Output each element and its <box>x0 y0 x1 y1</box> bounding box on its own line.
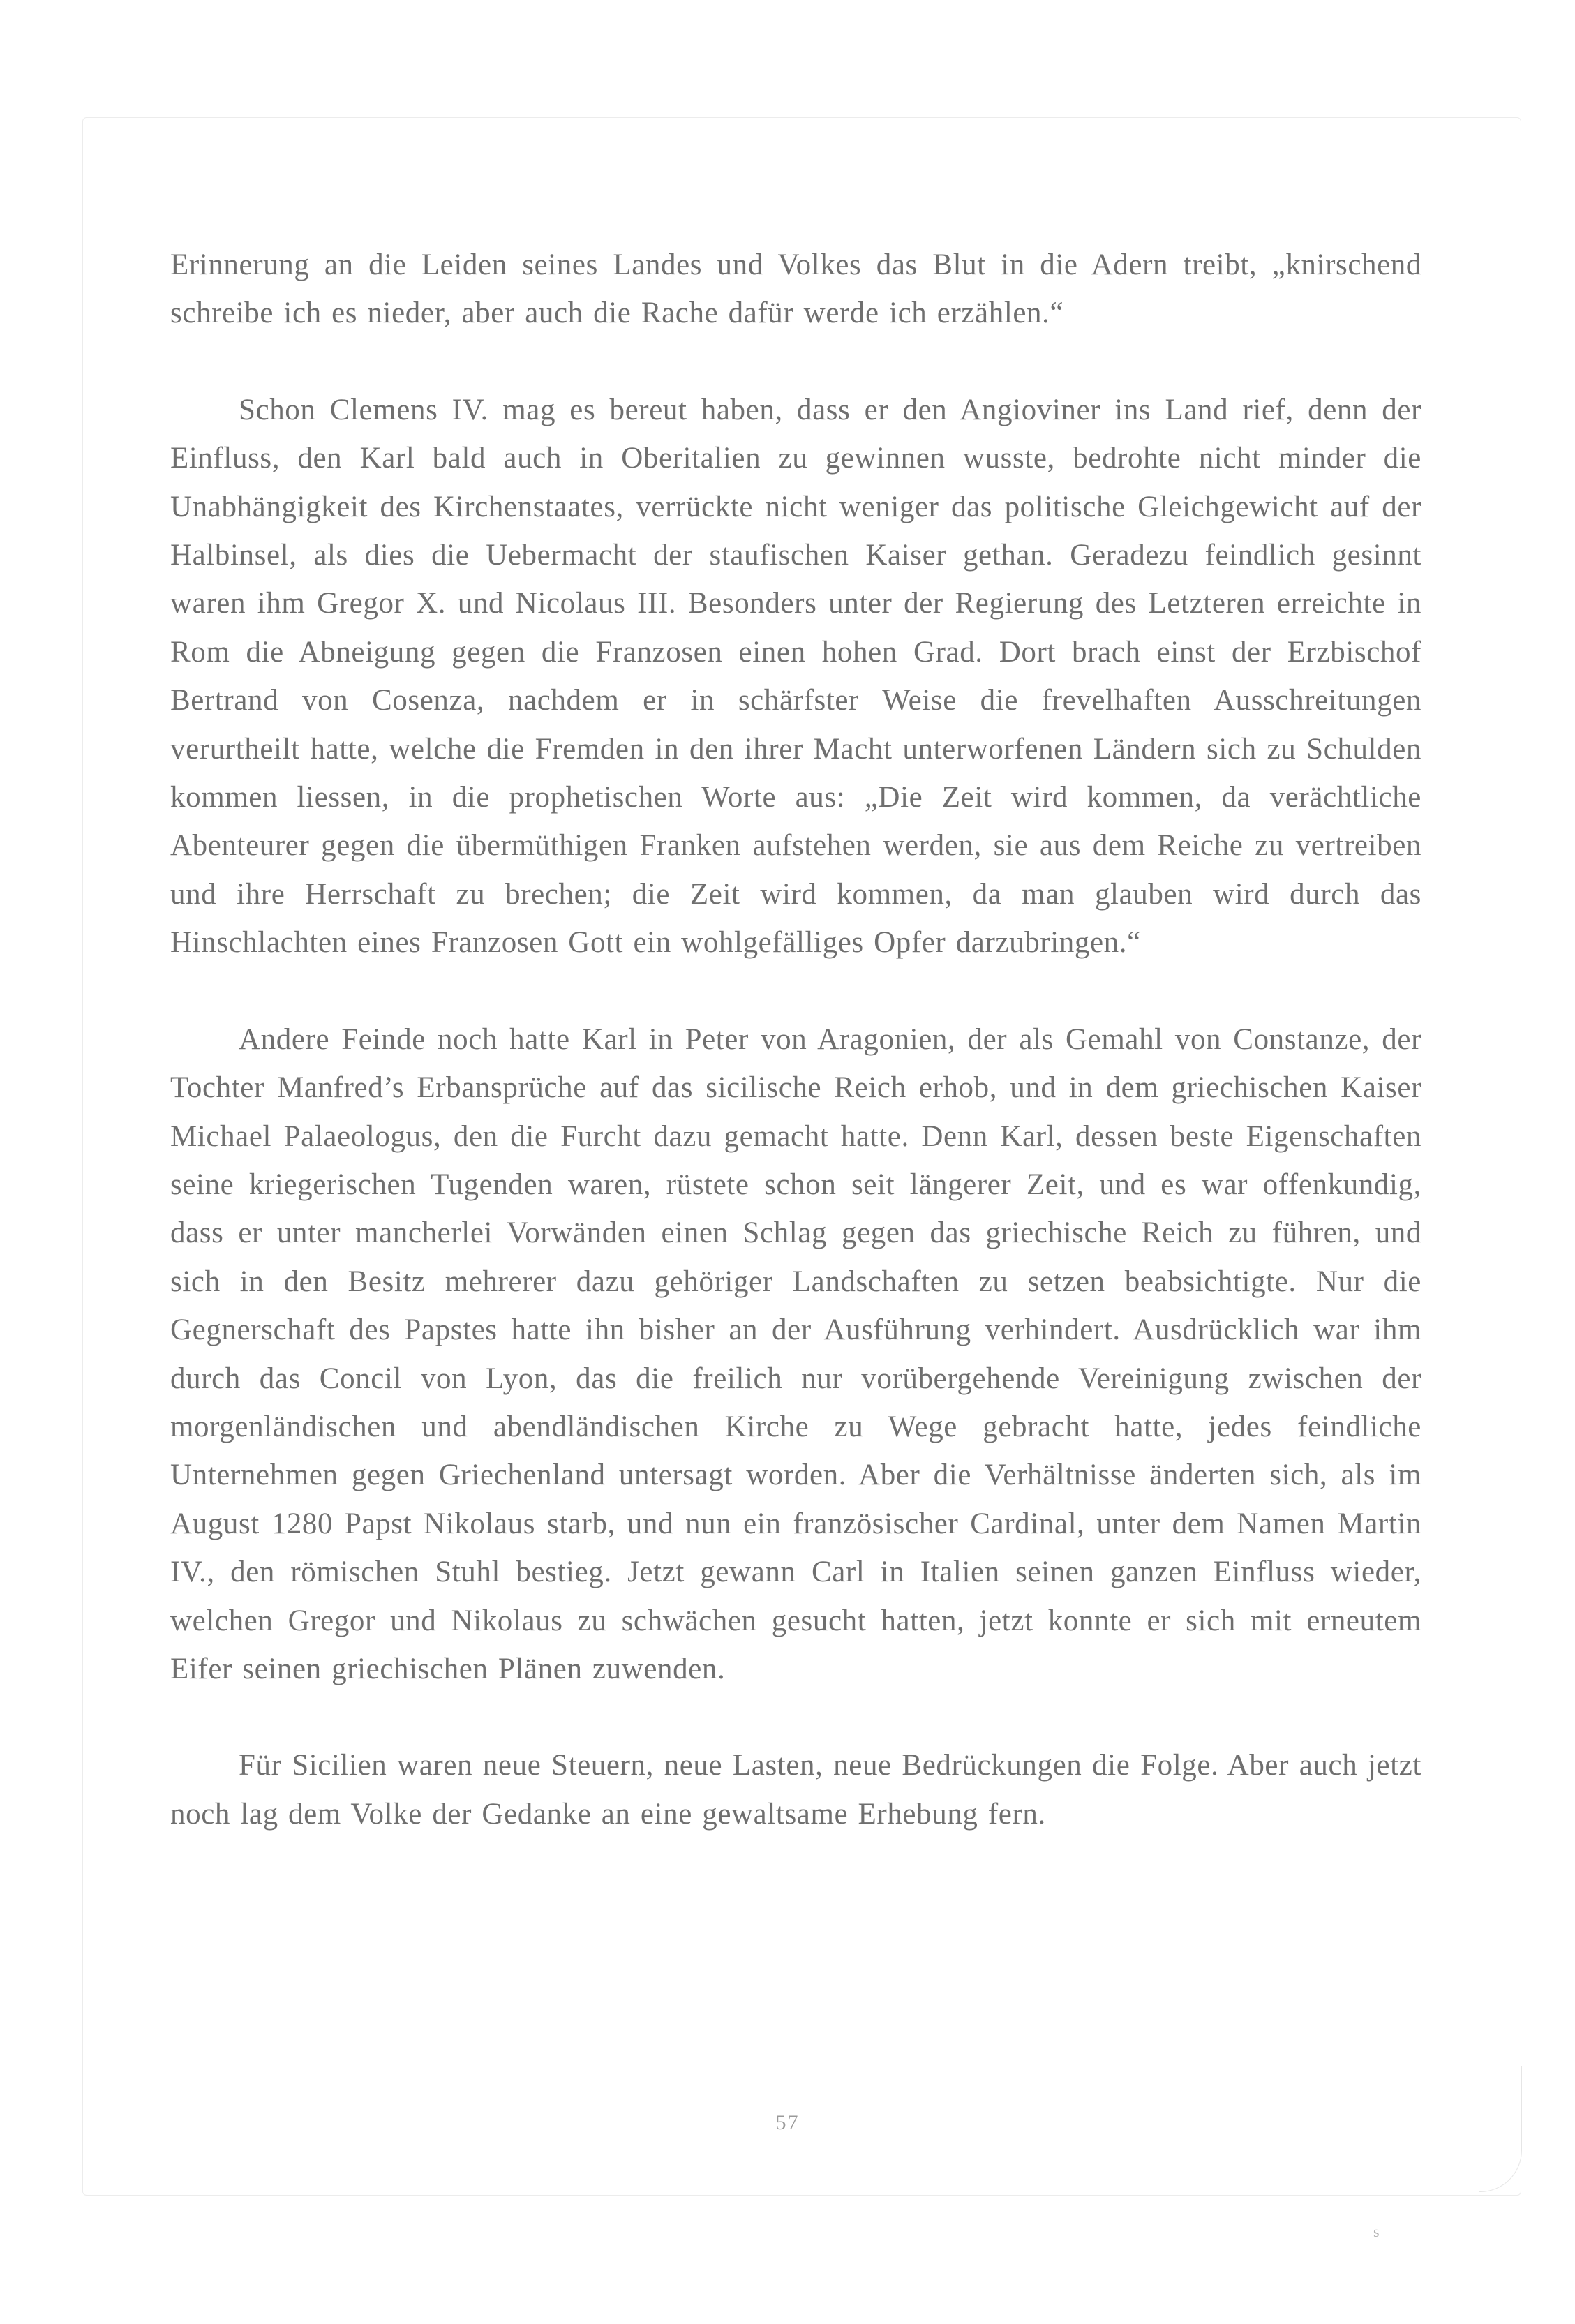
paragraph-gap <box>170 338 1421 386</box>
paragraph-2: Schon Clemens IV. mag es bereut haben, dass er den Angioviner ins Land rief, denn der Einfluss, den Karl bald auch in Oberitalien zu gewinnen wusste, bedrohte nicht minder die Unabhängigkeit des Kirchenstaates, verrückte nicht weniger das politische Gleichgewicht auf der Halbinsel, als dies die Uebermacht der staufischen Kaiser gethan. Geradezu feindlich gesinnt waren ihm Gregor X. und Nicolaus III. Besonders unter der Regierung des Letzteren erreichte in Rom die Abneigung gegen die Franzosen einen hohen Grad. Dort brach einst der Erzbischof Bertrand von Cosenza, nachdem er in schärfster Weise die frevelhaften Ausschreitungen verurtheilt hatte, welche die Fremden in den ihrer Macht unterworfenen Ländern sich zu Schulden kommen liessen, in die prophetischen Worte aus: „Die Zeit wird kommen, da verächtliche Abenteurer gegen die übermüthigen Franken aufstehen werden, sie aus dem Reiche zu vertreiben und ihre Herrschaft zu brechen; die Zeit wird kommen, da man glauben wird durch das Hinschlachten eines Franzosen Gott ein wohlgefälliges Opfer darzubringen.“ <box>170 393 1421 960</box>
paragraph-gap <box>170 967 1421 1015</box>
paragraph-gap <box>170 1693 1421 1741</box>
body-text <box>170 241 1421 1838</box>
paragraph-1: Erinnerung an die Leiden seines Landes und Volkes das Blut in die Adern treibt, „knirschend schreibe ich es nieder, aber auch die Rache dafür werde ich erzählen.“ <box>170 248 1421 330</box>
paragraph-3: Andere Feinde noch hatte Karl in Peter von Aragonien, der als Gemahl von Constanze, der Tochter Manfred’s Erbansprüche auf das sicilische Reich erhob, und in dem griechischen Kaiser Michael Palaeologus, den die Furcht dazu gemacht hatte. Denn Karl, dessen beste Eigenschaften seine kriegerischen Tugenden waren, rüstete schon seit längerer Zeit, und es war offenkundig, dass er unter mancherlei Vorwänden einen Schlag gegen das griechische Reich zu führen, und sich in den Besitz mehrerer dazu gehöriger Landschaften zu setzen beabsichtigte. Nur die Gegnerschaft des Papstes hatte ihn bisher an der Ausführung verhindert. Ausdrücklich war ihm durch das Concil von Lyon, das die freilich nur vorübergehende Vereinigung zwischen der morgenländischen und abendländischen Kirche zu Wege gebracht hatte, jedes feindliche Unternehmen gegen Griechenland untersagt worden. Aber die Verhältnisse änderten sich, als im August 1280 Papst Nikolaus starb, und nun ein französischer Cardinal, unter dem Namen Martin IV., den römischen Stuhl bestieg. Jetzt gewann Carl in Italien seinen ganzen Einfluss wieder, welchen Gregor und Nikolaus zu schwächen gesucht hatten, jetzt konnte er sich mit erneutem Eifer seinen griechischen Plänen zuwenden. <box>170 1022 1421 1685</box>
corner-mark: s <box>1373 2223 1380 2240</box>
page-number: 57 <box>775 2111 800 2134</box>
paragraph-4: Für Sicilien waren neue Steuern, neue Lasten, neue Bedrückungen die Folge. Aber auch jetzt noch lag dem Volke der Gedanke an eine gewaltsame Erhebung fern. <box>170 1749 1421 1831</box>
